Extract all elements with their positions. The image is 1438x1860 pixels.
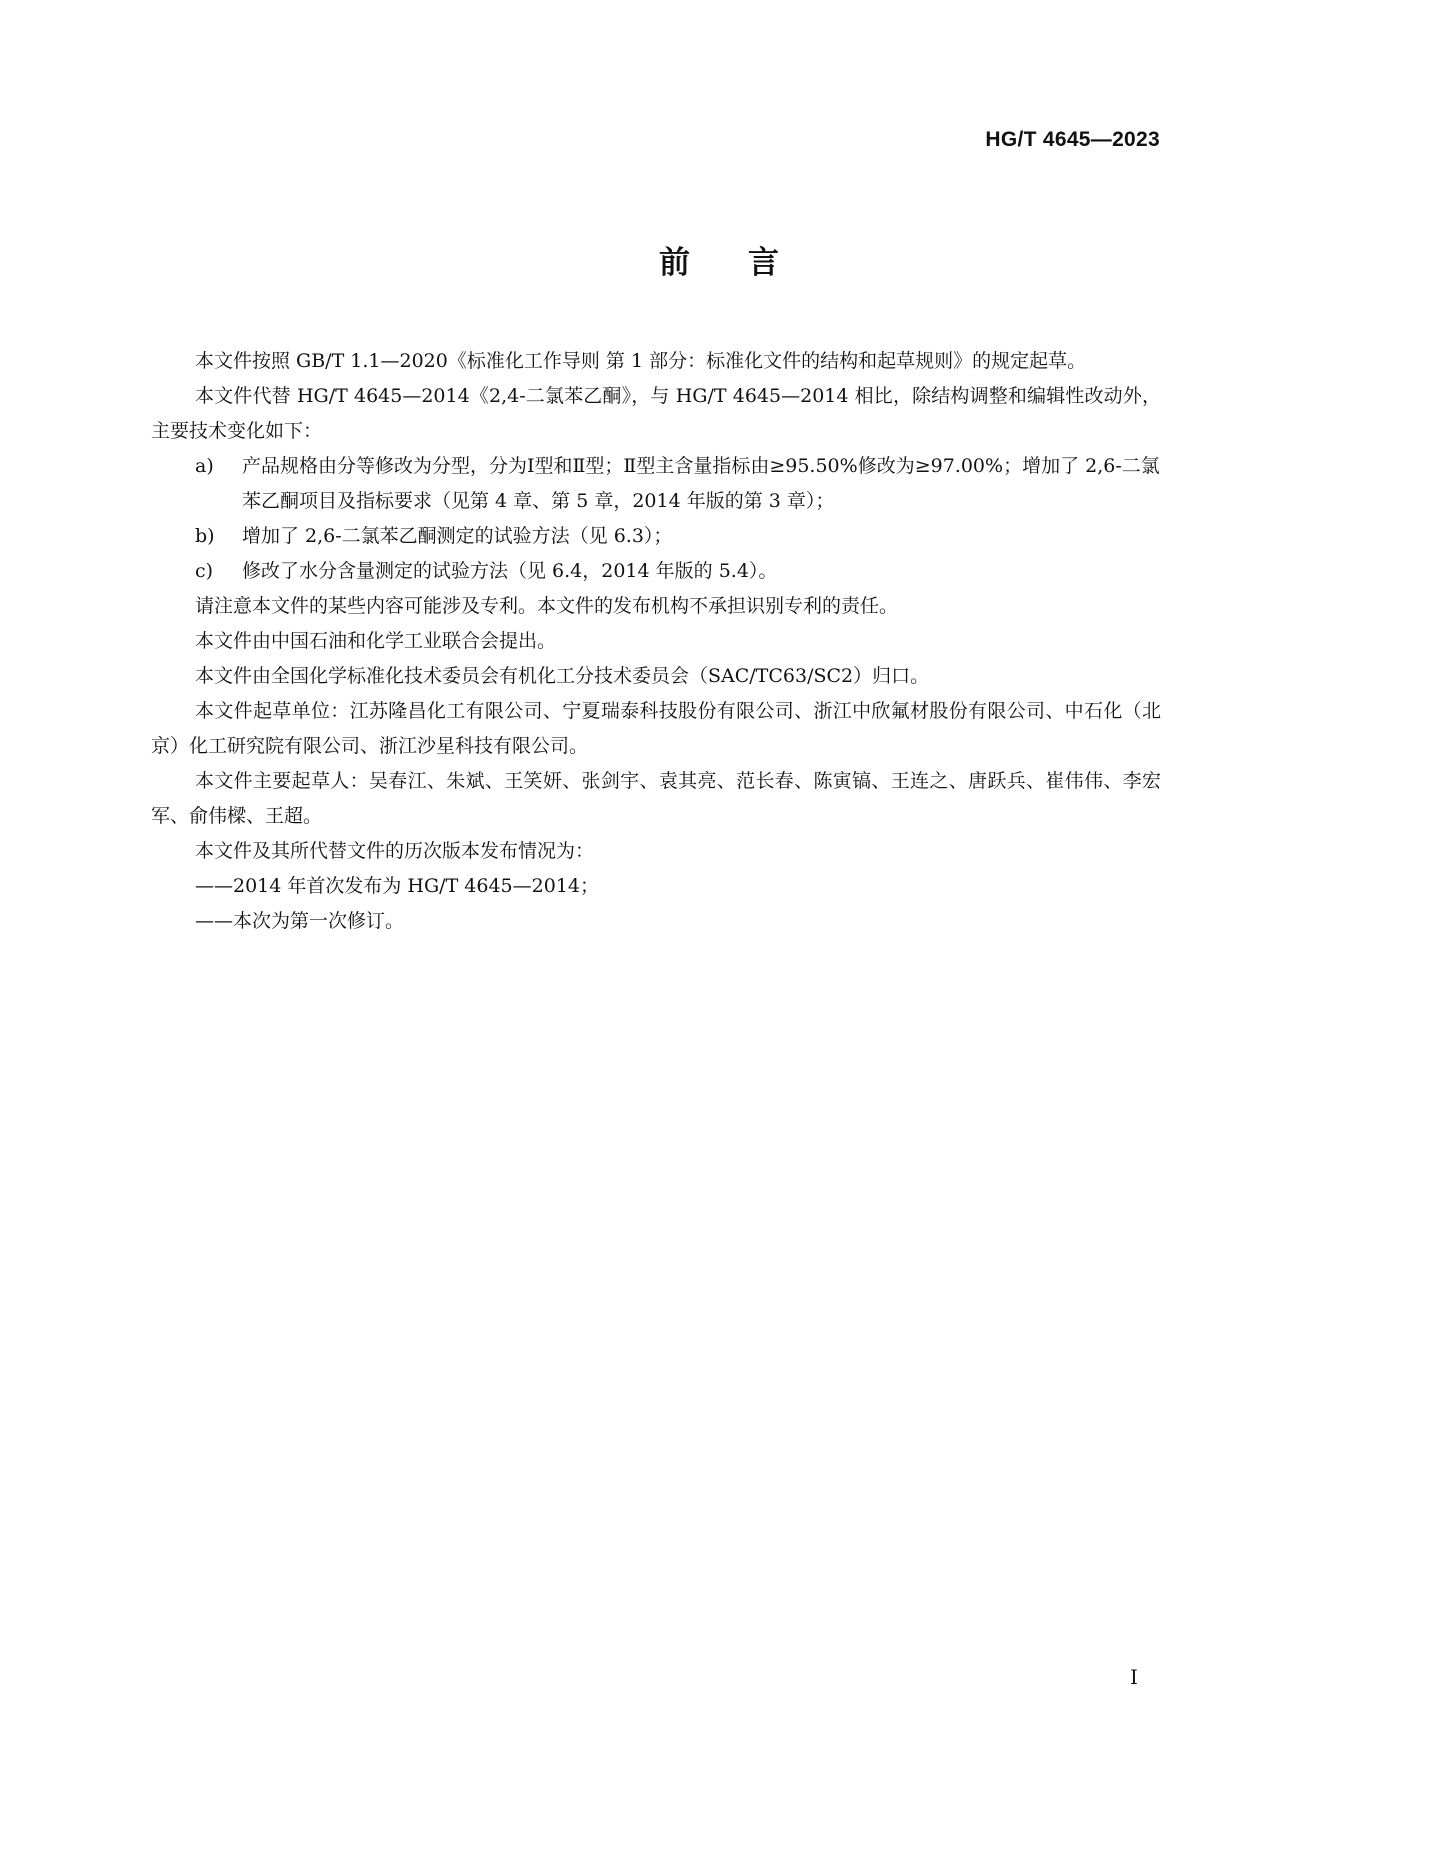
change-item-label: c): [195, 560, 214, 582]
paragraph-proposer: 本文件由中国石油和化学工业联合会提出。: [195, 630, 557, 652]
foreword-body: [151, 344, 1161, 939]
standard-code: HG/T 4645—2023: [985, 128, 1160, 151]
paragraph-drafting-rules: 本文件按照 GB/T 1.1—2020《标准化工作导则 第 1 部分：标准化文件的结构和起草规则》的规定起草。: [195, 350, 1087, 372]
paragraph-patent-notice: 请注意本文件的某些内容可能涉及专利。本文件的发布机构不承担识别专利的责任。: [195, 595, 899, 617]
page-number: I: [1130, 1665, 1138, 1689]
paragraph-drafters: 本文件主要起草人：吴春江、朱斌、王笑妍、张剑宇、袁其亮、范长春、陈寅镐、王连之、唐跃兵、崔伟伟、李宏军、俞伟樑、王超。: [151, 770, 1161, 827]
change-item-c: [151, 554, 1161, 589]
change-item-label: b): [195, 525, 215, 547]
change-item-text: 增加了 2,6-二氯苯乙酮测定的试验方法（见 6.3）；: [242, 525, 673, 547]
change-item-label: a): [195, 455, 214, 477]
paragraph-drafting-units: 本文件起草单位：江苏隆昌化工有限公司、宁夏瑞泰科技股份有限公司、浙江中欣氟材股份有限公司、中石化（北京）化工研究院有限公司、浙江沙星科技有限公司。: [151, 700, 1161, 757]
history-item: ——2014 年首次发布为 HG/T 4645—2014；: [195, 875, 600, 897]
history-item: ——本次为第一次修订。: [195, 910, 405, 932]
change-item-text: 修改了水分含量测定的试验方法（见 6.4，2014 年版的 5.4）。: [242, 560, 778, 582]
change-item-text: 产品规格由分等修改为分型，分为Ⅰ型和Ⅱ型；Ⅱ型主含量指标由≥95.50%修改为≥97.00%；增加了 2,6-二氯苯乙酮项目及指标要求（见第 4 章、第 5 章，2014 年版的第 3 章）；: [242, 455, 1160, 512]
paragraph-committee: 本文件由全国化学标准化技术委员会有机化工分技术委员会（SAC/TC63/SC2）归口。: [195, 665, 930, 687]
change-item-a: [151, 449, 1161, 519]
change-item-b: [151, 519, 1161, 554]
page-title: 前言: [659, 245, 837, 281]
paragraph-replacement: 本文件代替 HG/T 4645—2014《2,4-二氯苯乙酮》，与 HG/T 4645—2014 相比，除结构调整和编辑性改动外，主要技术变化如下：: [151, 385, 1161, 442]
paragraph-history-intro: 本文件及其所代替文件的历次版本发布情况为：: [195, 840, 595, 862]
